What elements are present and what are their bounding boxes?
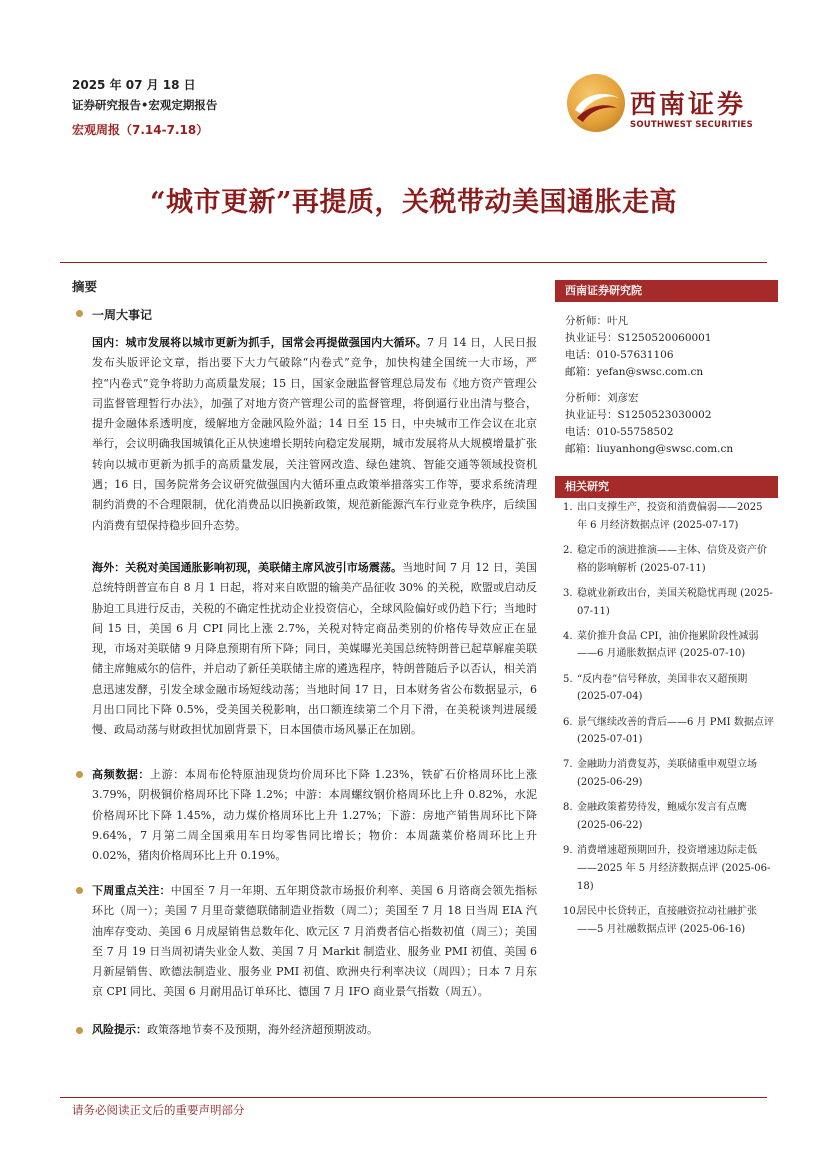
related-item[interactable]: 5. “反内卷”信号释放，美国非农又超预期 (2025-07-04) [563, 673, 748, 703]
analyst-phone: 电话：010-57631106 [565, 349, 674, 361]
overseas-lead: 海外：关税对美国通胀影响初现，美联储主席风波引市场震荡。 [92, 561, 403, 574]
related-item[interactable]: 10. 居民中长贷转正，直接融资拉动社融扩张——5 月社融数据点评 (2025-06-16) [563, 905, 757, 935]
divider [60, 262, 767, 263]
risk-body: 政策落地节奏不及预期，海外经济超预期波动。 [147, 1023, 378, 1036]
analyst-name: 分析师：叶凡 [565, 315, 628, 327]
analyst-email[interactable]: 邮箱：yefan@swsc.com.cn [565, 366, 704, 378]
related-item[interactable]: 1. 出口支撑生产，投资和消费偏弱——2025 年 6 月经济数据点评 (2025-07-17) [563, 502, 763, 531]
risk-paragraph [92, 1020, 537, 1040]
related-research-heading: 相关研究 [555, 476, 778, 498]
domestic-lead: 国内：城市发展将以城市更新为抓手，国常会再提做强国内大循环。 [92, 336, 427, 349]
footer-disclaimer: 请务必阅读正文后的重要声明部分 [72, 1103, 245, 1117]
domestic-body: 7 月 14 日，人民日报发布头版评论文章，指出要下大力气破除“内卷式”竞争，加快构建全国统一大市场，严控“内卷式”竞争将助力高质量发展；15 日，国家金融监督管理总局发布《地方资产管理公司监督管理暂行办法》，加强了对地方资产管理公司的监督管理，将倒逼行业出清与整合，提升金融体系透明度，缓解地方金融风险外溢；14 日至 15 日，中央城市工作会议在北京举行，会议明确我国城镇化正从快速增长期转向稳定发展期，城市发展将从大规模增量扩张转向以城市更新为抓手的高质量发展，关注管网改造、绿色建筑、智能交通等领域投资机遇；16 日，国务院常务会议研究做强国内大循环重点政策举措落实工作等，要求系统清理制约消费的不合理限制，优化消费品以旧换新政策，规范新能源汽车行业竞争秩序，后续国内消费有望保持稳步回升态势。 [92, 336, 537, 532]
page-title: “城市更新”再提质，关税带动美国通胀走高 [149, 187, 678, 218]
overseas-body: 当地时间 7 月 12 日，美国总统特朗普宣布自 8 月 1 日起，将对来自欧盟的输美产品征收 30% 的关税，欧盟或启动反胁迫工具进行反击，关税的不确定性扰动企业投资信心，全球风险偏好或仍趋下行；当地时间 15 日，美国 6 月 CPI 同比上涨 2.7%，关税对特定商品类别的价格传导效应正在显现，市场对美联储 9 月降息预期有所下降；同日，美媒曝光美国总统特朗普已起草解雇美联储主席鲍威尔的信件，并启动了新任美联储主席的遴选程序，特朗普随后予以否认，相关消息迅速发酵，引发全球金融市场短线动荡；当地时间 17 日，日本财务省公布数据显示，6 月出口同比下降 0.5%，受美国关税影响，出口额连续第二个月下滑，在美税谈判进展缓慢、政局动荡与财政担忧加剧背景下，日本国债市场风暴正在加剧。 [92, 561, 537, 737]
week-events-heading: 一周大事记 [92, 308, 153, 322]
related-item[interactable]: 7. 金融助力消费复苏，美联储重申观望立场 (2025-06-29) [563, 759, 757, 789]
analyst-email[interactable]: 邮箱：liuyanhong@swsc.com.cn [565, 443, 734, 455]
next-week-body: 中国至 7 月一年期、五年期贷款市场报价利率、美国 6 月谘商会领先指标环比（周一）；美国 7 月里奇蒙德联储制造业指数（周二）；美国至 7 月 18 日当周 EIA 汽油库存变动、美国 6 月成屋销售总数年化、欧元区 7 月消费者信心指数初值（周三）；美国至 7 月 19 日当周初请失业金人数、美国 7 月 Markit 制造业、服务业 PMI 初值、美国 6 月新屋销售、欧德法制造业、服务业 PMI 初值、欧洲央行利率决议（周四）；日本 7 月东京 CPI 同比、美国 6 月耐用品订单环比、德国 7 月 IFO 商业景气指数（周五）。 [92, 884, 538, 999]
related-research-list [563, 499, 775, 946]
related-item[interactable]: 4. 菜价推升食品 CPI，油价拖累阶段性减弱——6 月通胀数据点评 (2025-07-10) [563, 630, 759, 660]
bullet-icon [76, 771, 83, 778]
institute-heading: 西南证券研究院 [555, 280, 778, 302]
analyst-cert: 执业证号：S1250523030002 [565, 409, 712, 421]
domestic-paragraph [92, 333, 537, 536]
overseas-paragraph [92, 558, 537, 741]
company-logo-icon [565, 72, 627, 134]
abstract-heading: 摘要 [72, 279, 98, 294]
next-week-lead: 下周重点关注： [92, 884, 171, 897]
analyst-name: 分析师：刘彦宏 [565, 392, 639, 404]
company-name-en: SOUTHWEST SECURITIES [630, 120, 753, 130]
high-freq-body: 上游：本周布伦特原油现货均价周环比下降 1.23%，铁矿石价格周环比上涨 3.79%，阴极铜价格周环比下降 1.2%；中游：本周螺纹钢价格周环比上升 0.82%，水泥价格周环比下降 1.45%，动力煤价格周环比上升 1.27%；下游：房地产销售周环比下降 9.64%，7 月第二周全国乘用车日均零售同比增长；物价：本周蔬菜价格周环比上升 0.02%，猪肉价格周环比上升 0.19%。 [92, 768, 537, 863]
next-week-paragraph [92, 881, 537, 1003]
related-item[interactable]: 2. 稳定币的演进推演——主体、信贷及资产价格的影响解析 (2025-07-11) [563, 544, 767, 574]
analyst-cert: 执业证号：S1250520060001 [565, 332, 712, 344]
high-freq-paragraph [92, 765, 537, 866]
bullet-icon [76, 310, 83, 317]
report-date: 2025 年 07 月 18 日 [72, 78, 196, 92]
high-freq-lead: 高频数据： [92, 768, 150, 781]
related-item[interactable]: 3. 稳就业新政出台，美国关税隐忧再现 (2025-07-11) [563, 587, 773, 617]
company-name: 西南证券 [630, 90, 747, 120]
analyst-block [565, 313, 712, 381]
report-type: 证券研究报告•宏观定期报告 [72, 98, 218, 112]
analyst-phone: 电话：010-55758502 [565, 426, 674, 438]
bullet-icon [76, 887, 83, 894]
related-item[interactable]: 8. 金融政策蓄势待发，鲍威尔发言有点鹰 (2025-06-22) [563, 802, 747, 832]
report-subtitle: 宏观周报（7.14-7.18） [72, 123, 209, 137]
bullet-icon [76, 1027, 83, 1034]
related-item[interactable]: 6. 景气继续改善的背后——6 月 PMI 数据点评 (2025-07-01) [563, 716, 774, 746]
risk-lead: 风险提示： [92, 1023, 147, 1036]
footer-divider [60, 1097, 767, 1098]
analyst-block [565, 390, 733, 458]
related-item[interactable]: 9. 消费增速超预期回升，投资增速边际走低——2025 年 5 月经济数据点评 (2025-06-18) [563, 845, 771, 892]
